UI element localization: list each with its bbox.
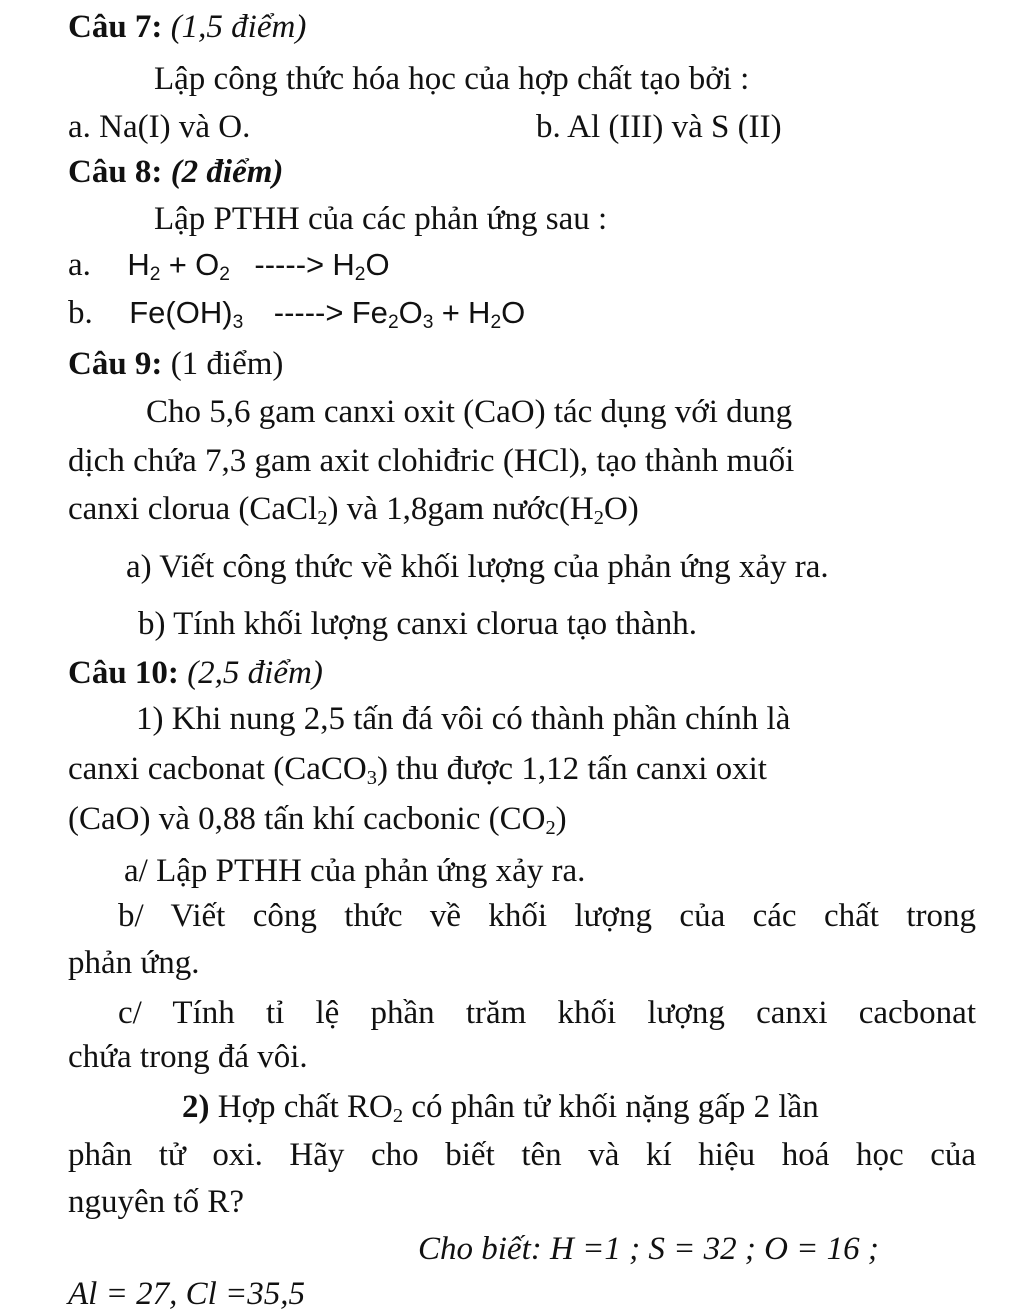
- q8a-marker: a.: [68, 247, 91, 283]
- q10-part-b-line-2: phản ứng.: [68, 945, 200, 981]
- given-values-line-1: Cho biết: H =1 ; S = 32 ; O = 16 ;: [418, 1231, 879, 1267]
- q7-prompt: Lập công thức hóa học của hợp chất tạo bởi :: [154, 61, 750, 97]
- q10-part1-line-2: canxi cacbonat (CaCO$_3$) thu được 1,12 tấn canxi oxit: [68, 751, 767, 790]
- q7-option-a: a. Na(I) và O.: [68, 109, 251, 145]
- q8b-product-h2o: $H_2O$: [468, 295, 526, 333]
- q8-label: Câu 8:: [68, 154, 163, 190]
- q10-part-c-line-1: c/ Tính tỉ lệ phần trăm khối lượng canxi cacbonat: [118, 995, 976, 1031]
- q7-points: (1,5 điểm): [170, 9, 307, 45]
- q10-part1-line-3: (CaO) và 0,88 tấn khí cacbonic $(CO_2)$: [68, 801, 567, 840]
- q7-label: Câu 7:: [68, 9, 163, 45]
- q8-equation-b: [68, 294, 525, 334]
- q10-part-b-line-1: b/ Viết công thức về khối lượng của các chất trong: [118, 898, 976, 934]
- q8a-reactant-h2: $H_2$: [127, 247, 161, 285]
- q8b-product-fe2o3: $Fe_2O_3$: [351, 295, 434, 333]
- q9-line-3: canxi clorua (CaCl$_2$) và 1,8gam $nước(H_2O)$: [68, 491, 639, 530]
- q10-part2-line-2: phân tử oxi. Hãy cho biết tên và kí hiệu hoá học của: [68, 1137, 976, 1173]
- q8-points: (2 điểm): [170, 154, 284, 190]
- q9-line-2: dịch chứa 7,3 gam axit clohiđric (HCl), tạo thành muối: [68, 443, 795, 479]
- q8a-arrow: ----->: [254, 247, 325, 282]
- q10-part2-marker: 2): [182, 1089, 210, 1125]
- q10-part2-line-1: 2) Hợp chất $RO_2$ có phân tử khối nặng gấp 2 lần: [182, 1089, 819, 1128]
- q8a-plus: +: [168, 247, 187, 282]
- given-values-line-2: Al = 27, Cl =35,5: [68, 1276, 306, 1312]
- q9-line-1: Cho 5,6 gam canxi oxit (CaO) tác dụng với dung: [146, 394, 793, 430]
- q8-heading: [68, 153, 283, 193]
- q9-heading: [68, 345, 283, 385]
- q10-points: (2,5 điểm): [187, 655, 323, 691]
- q10-part2-line-3: nguyên tố R?: [68, 1184, 244, 1220]
- q8b-reactant-feoh3: $Fe(OH)_3$: [129, 295, 244, 333]
- q8b-marker: b.: [68, 295, 93, 331]
- q9-part-a: a) Viết công thức về khối lượng của phản ứng xảy ra.: [126, 549, 829, 585]
- q8-prompt: Lập PTHH của các phản ứng sau :: [154, 201, 608, 237]
- q7-option-b: b. Al (III) và S (II): [536, 109, 782, 145]
- q8b-arrow: ----->: [273, 295, 344, 330]
- q8b-plus: +: [441, 295, 460, 330]
- q9-part-b: b) Tính khối lượng canxi clorua tạo thành.: [138, 606, 697, 642]
- q10-part-a: a/ Lập PTHH của phản ứng xảy ra.: [124, 853, 586, 889]
- q7-heading: [68, 8, 306, 48]
- q8a-reactant-o2: $O_2$: [195, 247, 230, 285]
- q9-label: Câu 9:: [68, 346, 163, 382]
- q8-equation-a: [68, 246, 390, 286]
- q10-part-c-line-2: chứa trong đá vôi.: [68, 1039, 308, 1075]
- q9-points: (1 điểm): [170, 346, 284, 382]
- q10-part1-line-1: 1) Khi nung 2,5 tấn đá vôi có thành phần chính là: [136, 701, 791, 737]
- q8a-product-h2o: $H_2O$: [332, 247, 390, 285]
- q10-heading: [68, 654, 323, 694]
- q10-label: Câu 10:: [68, 655, 179, 691]
